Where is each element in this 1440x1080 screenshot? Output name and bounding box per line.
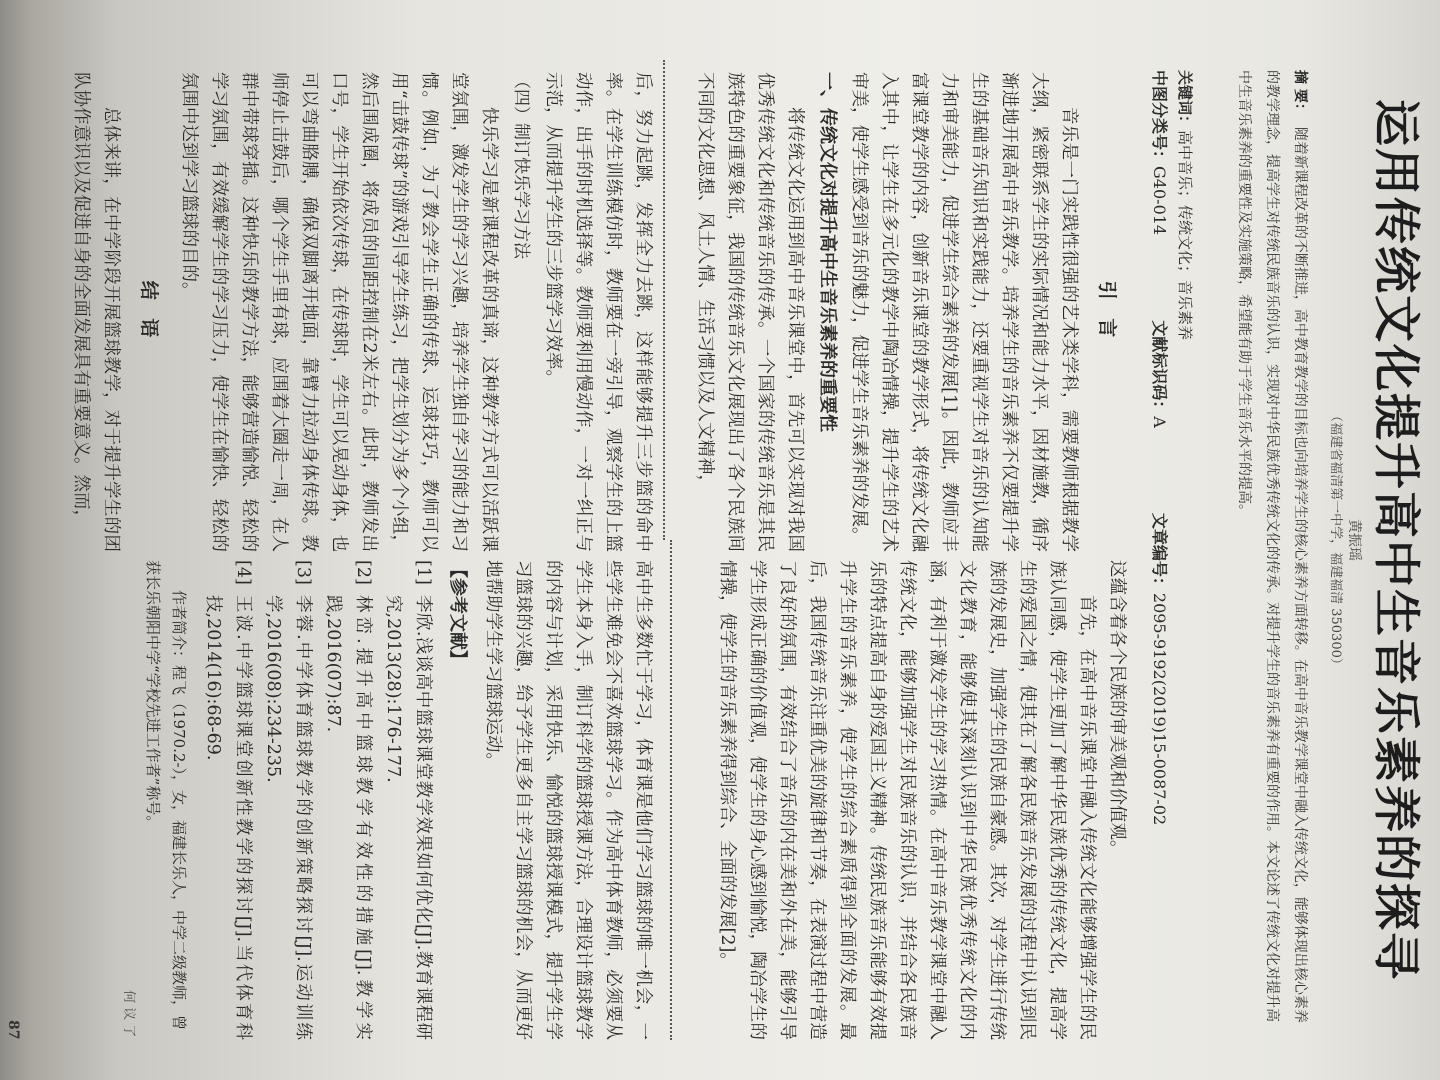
classification-line — [1146, 70, 1172, 1030]
lower-right-para-1: 高中生多数忙于学习，体育课是他们学习篮球的唯一机会，一些学生难免会不喜欢篮球学习。作为高中体育教师，必须要从学生本身入手，制订科学的篮球授课方法，合理设计篮球教学的内容与计划，采用快乐、愉悦的篮球授课模式，提升学生学习篮球的兴趣，给予学生更多自主学习篮球的机会，从而更好地帮助学生学习篮球运动。 — [483, 560, 653, 1040]
reference-text: 李蓉.中学体育篮球教学的创新策略探讨[J].运动训练学,2016(08):234-235. — [263, 595, 313, 1040]
section1-paragraph: 将传统文化运用到高中音乐课堂中，首先可以实现对我国优秀传统文化和传统音乐的传承。一个国家的传统音乐是其民族特色的重要象征，我国的传统音乐文化展现出了各个民族间不同的文化思想、风土人情、生活习惯以及人文精神， — [695, 72, 805, 552]
right-column — [712, 560, 1132, 1040]
reference-item — [198, 560, 258, 1040]
abstract-text: 随着新课程改革的不断推进，高中教育教学的目标也向培养学生的核心素养方面转移。在高中音乐教学课堂中融入传统文化，能够体现出核心素养的教学理念，提高学生对传统民族音乐的认识，实现对中华民族优秀传统文化的传承。对提升学生的音乐素养有重要的作用。本文论述了传统文化对提升高中生音乐素养的重要性及实施策略，希望能有助于学生音乐水平的提高。 — [1236, 70, 1308, 1023]
lower-left-column — [66, 72, 658, 552]
doc-code — [1150, 320, 1169, 468]
intro-paragraph: 音乐是一门实践性很强的艺术类学科，需要教师根据教学大纲，紧密联系学生的实际情况和能力水平，因材施教，循序渐进地开展高中音乐教学。培养学生的音乐素养不仅要提升学生的基础音乐知识和实践能力，还要重视学生对音乐的认知能力和审美能力，促进学生综合素养的发展[1]。因此，教师应丰富课堂教学的内容，创新音乐课堂的教学形式，将传统文化融入其中，让学生在多元化的教学中陶冶情操，提升学生的艺术审美，使学生感受到音乐的魅力，促进学生音乐素养的发展。 — [849, 72, 1079, 552]
doc-code-label: 文献标识码： — [1150, 320, 1169, 417]
keywords-label: 关键词： — [1176, 70, 1194, 131]
clc-value: G40-014 — [1150, 166, 1169, 236]
article-title: 运用传统文化提升高中生音乐素养的探寻 — [1368, 99, 1423, 981]
lower-left-para-1: 后，努力起跳，发挥全力去跳，这样能够提升三步篮的命中率。在学生训练模仿时，教师要在一旁引导，观察学生的上篮动作，出手的时机选择等。教师要利用慢动作，一对一纠正与示范，从而提升学生的三步篮学习效率。 — [543, 72, 653, 552]
subsection4-heading: （四）制订快乐学习方法 — [511, 72, 531, 259]
reference-number: [4] — [233, 560, 253, 585]
margin-fragment: 何 议 了 — [121, 990, 136, 1038]
section1-heading: 一、传统文化对提升高中生音乐素养的重要性 — [817, 72, 838, 432]
reference-item — [258, 560, 318, 1040]
right-col-para-2: 首先，在高中音乐课堂中融入传统文化能够增强学生的民族认同感，使学生更加了解中华民族优秀的传统文化，提高学生的爱国之情，使其在了解各民族音乐发展的过程中认识到民族的发展史，加强学生的民族自豪感。其次，对学生进行传统文化教育，能够使其深刻认识到中华民族优秀传统文化的内涵，有利于激发学生的学习热情。在高中音乐教学课堂中融入传统文化，能够加强学生对民族音乐的认识，并结合各民族音乐的特点提高自身的爱国主义精神。传统民族音乐能够有效提升学生的音乐素养，使学生的综合素质得到全面的发展。最后，我国传统音乐注重优美的旋律和节奏，在表演过程中营造了良好的氛围，有效结合了音乐的内在美和外在美，能够引导学生形成正确的价值观，使学生的身心感到愉悦，陶冶学生的情操，使学生的音乐素养得到综合、全面的发展[2]。 — [717, 560, 1097, 1040]
reference-text: 王波.中学篮球课堂创新性教学的探讨[J].当代体育科技,2014(16):68-69. — [203, 595, 253, 1040]
article-divider-left — [663, 60, 665, 540]
left-column — [690, 72, 1132, 552]
abstract — [1230, 70, 1314, 1030]
right-col-para-1: 这蕴含着各个民族的审美观和价值观。 — [1107, 560, 1127, 858]
article-no-value: 2095-9192(2019)15-0087-02 — [1150, 592, 1169, 826]
article-no-label: 文章编号： — [1150, 512, 1169, 593]
author-bio: 作者简介：程飞（1970.2-），女，福建长乐人，中学二级教师，曾获长乐朝阳中学“学校先进工作者”称号。 — [144, 560, 188, 1031]
article-divider-right — [670, 540, 672, 1040]
conclusion-heading: 结 语 — [138, 280, 160, 344]
references-list — [198, 560, 438, 1040]
reference-text: 林峦.提升高中篮球教学有效性的措施[J].教学实践,2016(07):87. — [323, 595, 373, 1040]
page-number: 87 — [5, 1020, 21, 1040]
references-heading: 【参考文献】 — [447, 560, 468, 668]
doc-code-value: A — [1150, 416, 1169, 428]
reference-item — [318, 560, 378, 1040]
clc — [1150, 70, 1169, 275]
author-affiliation: （福建省福清第一中学，福建福清 350300） — [1328, 409, 1343, 671]
reference-number: [3] — [293, 560, 313, 585]
intro-heading: 引 言 — [1096, 280, 1118, 344]
keywords-text: 高中音乐；传统文化；音乐素养 — [1176, 130, 1194, 341]
reference-number: [2] — [353, 560, 373, 585]
subsection4-paragraph: 快乐学习是新课程改革的真谛，这种教学方式可以活跃课堂氛围，激发学生的学习兴趣，培养学生独自学习的能力和习惯。例如，为了教会学生正确的传球、运球技巧，教师可以用“击鼓传球”的游戏引导学生练习，把学生划分为多个小组，然后围成圈，将成员的间距控制在2米左右。此时，教师发出口号，学生开始依次传球，在传球时，学生可以晃动身体，也可以弯曲胳膊，确保双脚离开地面，靠臂力拉动身体传球。教师停止击鼓后，哪个学生手里有球，应围着大圈走一周，在人群中带球穿插。这种快乐的教学方法，能够营造愉悦、轻松的学习氛围，有效缓解学生的学习压力，使学生在愉快、轻松的氛围中达到学习篮球的目的。 — [179, 72, 499, 552]
lower-right-column — [140, 560, 658, 1040]
article-author: 黄振瑶 — [1346, 519, 1362, 561]
clc-label: 中图分类号： — [1150, 70, 1169, 167]
reference-number: [1] — [413, 560, 433, 585]
abstract-label: 摘 要： — [1292, 70, 1308, 117]
keywords — [1172, 70, 1198, 770]
conclusion-paragraph: 总体来讲，在中学阶段开展篮球教学，对于提升学生的团队协作意识以及促进自身的全面发展具有重要意义。然而， — [71, 72, 121, 552]
reference-item — [378, 560, 438, 1040]
article-no — [1150, 513, 1169, 865]
reference-text: 李欣.浅谈高中篮球课堂教学效果如何优化[J].教育课程研究,2013(28):176-177. — [383, 595, 433, 1040]
